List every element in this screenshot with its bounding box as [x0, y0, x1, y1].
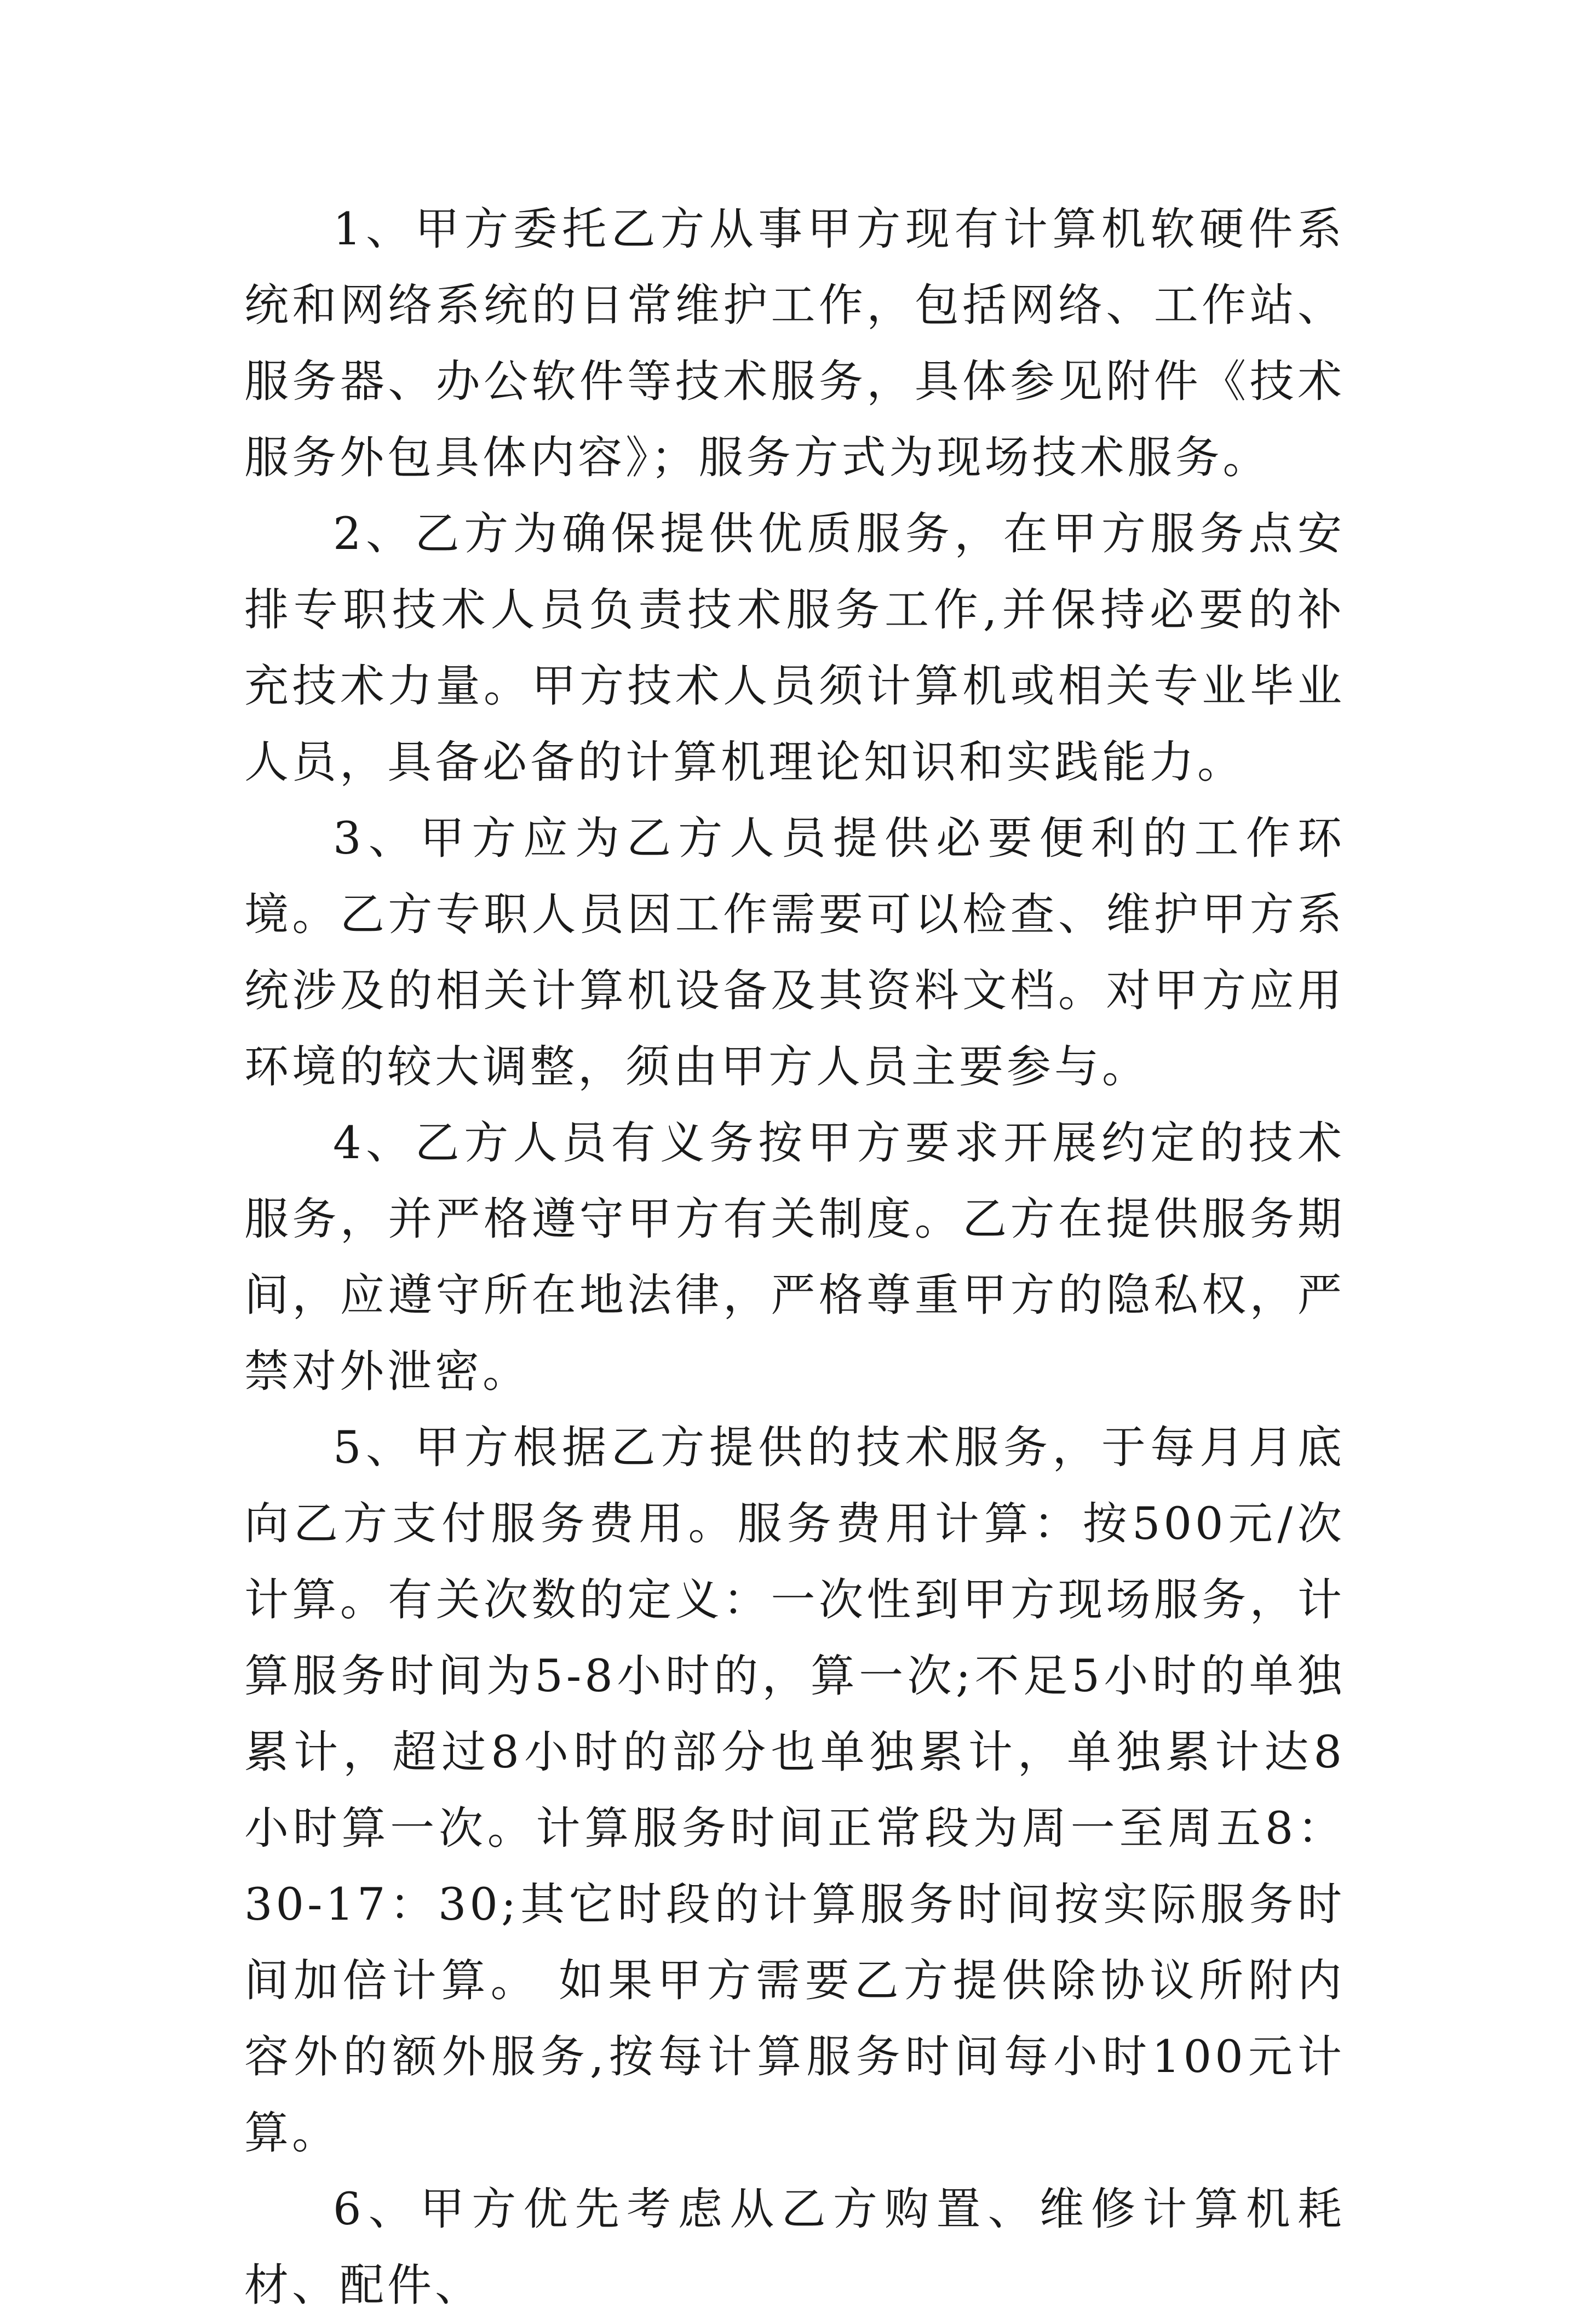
- paragraph-5: 5、甲方根据乙方提供的技术服务，于每月月底向乙方支付服务费用。服务费用计算：按500元/次计算。有关次数的定义：一次性到甲方现场服务，计算服务时间为5-8小时的，算一次;不足5小时的单独累计，超过8小时的部分也单独累计，单独累计达8小时算一次。计算服务时间正常段为周一至周五8：30-17：30;其它时段的计算服务时间按实际服务时间加倍计算。 如果甲方需要乙方提供除协议所附内容外的额外服务,按每计算服务时间每小时100元计算。: [244, 1422, 1345, 2159]
- paragraph-1: 1、甲方委托乙方从事甲方现有计算机软硬件系统和网络系统的日常维护工作，包括网络、工作站、服务器、办公软件等技术服务，具体参见附件《技术服务外包具体内容》；服务方式为现场技术服务。: [244, 204, 1345, 484]
- paragraph-6: 6、甲方优先考虑从乙方购置、维修计算机耗材、配件、: [244, 2184, 1345, 2311]
- paragraph-3: 3、甲方应为乙方人员提供必要便利的工作环境。乙方专职人员因工作需要可以检查、维护甲方系统涉及的相关计算机设备及其资料文档。对甲方应用环境的较大调整，须由甲方人员主要参与。: [244, 813, 1345, 1093]
- paragraph-2: 2、乙方为确保提供优质服务，在甲方服务点安排专职技术人员负责技术服务工作,并保持必要的补充技术力量。甲方技术人员须计算机或相关专业毕业人员，具备必备的计算机理论知识和实践能力。: [244, 508, 1345, 788]
- document-body: [244, 192, 1345, 2324]
- paragraph-4: 4、乙方人员有义务按甲方要求开展约定的技术服务，并严格遵守甲方有关制度。乙方在提供服务期间，应遵守所在地法律，严格尊重甲方的隐私权，严禁对外泄密。: [244, 1118, 1345, 1398]
